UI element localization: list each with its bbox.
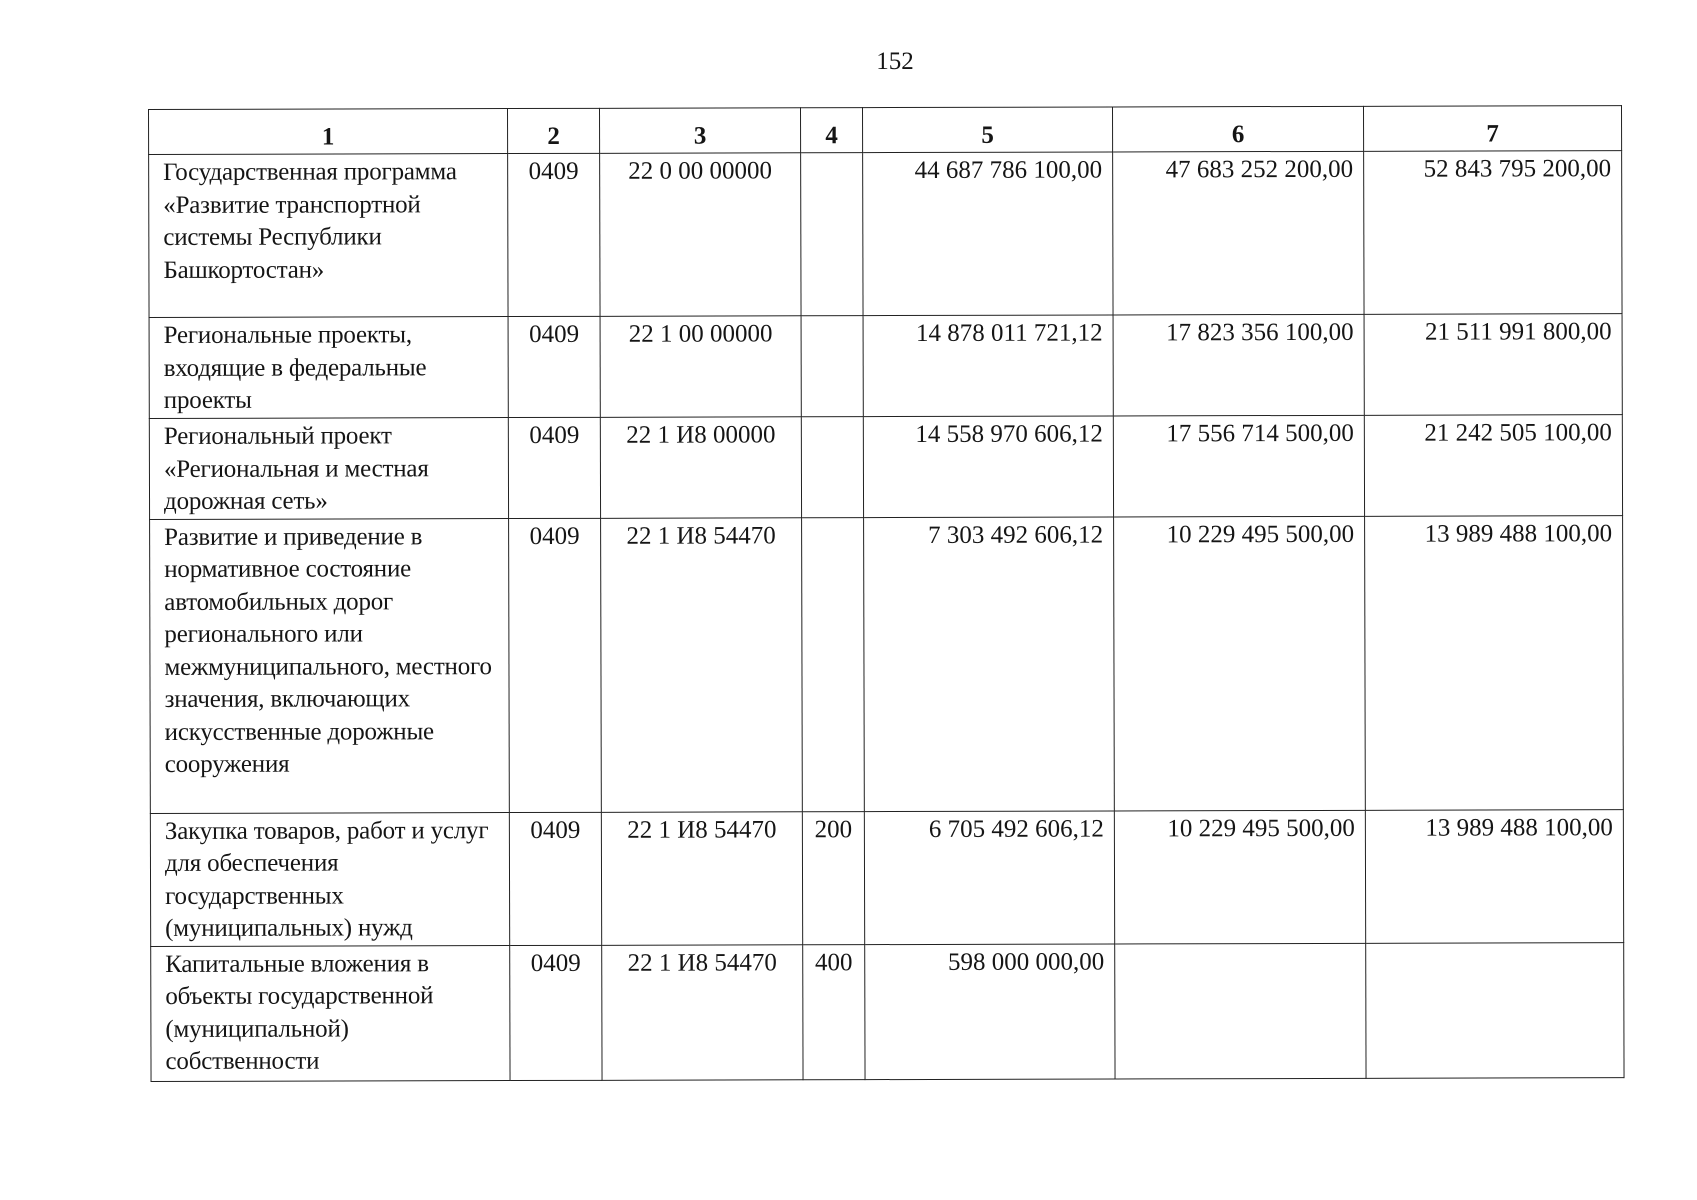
header-col-1: 1 [149,109,508,155]
amount-col-5: 7 303 492 606,12 [864,516,1115,811]
row-name: Государственная программа «Развитие транспортной системы Республики Башкортостан» [149,154,508,318]
amount-col-6: 17 556 714 500,00 [1113,415,1364,516]
expense-type [801,316,863,417]
budget-table [148,105,1625,1081]
table-row [149,314,1622,419]
section-code: 0409 [510,945,602,1080]
target-code: 22 1 И8 00000 [600,417,801,518]
amount-col-5: 14 878 011 721,12 [863,315,1113,417]
section-code: 0409 [508,417,600,518]
amount-col-5: 14 558 970 606,12 [863,416,1113,517]
amount-col-5: 44 687 786 100,00 [863,152,1113,316]
expense-type [802,517,865,811]
header-col-2: 2 [508,108,600,153]
expense-type [801,153,863,316]
target-code: 22 0 00 00000 [600,153,801,317]
amount-col-5: 598 000 000,00 [865,943,1115,1079]
section-code: 0409 [508,316,600,417]
section-code: 0409 [509,518,602,812]
table-row [149,415,1622,519]
amount-col-7: 21 242 505 100,00 [1364,415,1622,516]
header-col-4: 4 [800,108,862,153]
amount-col-7: 13 989 488 100,00 [1365,515,1624,810]
amount-col-6: 10 229 495 500,00 [1114,516,1366,811]
expense-type: 400 [803,944,865,1079]
table-row [149,151,1622,318]
section-code: 0409 [508,153,600,316]
row-name: Региональный проект «Региональная и местная дорожная сеть» [149,418,508,519]
section-code: 0409 [509,812,601,945]
expense-type: 200 [802,811,864,944]
header-row [149,106,1622,155]
header-col-3: 3 [599,108,800,154]
amount-col-6: 17 823 356 100,00 [1113,314,1364,416]
page-number: 152 [876,48,914,75]
target-code: 22 1 И8 54470 [602,944,803,1080]
amount-col-6: 47 683 252 200,00 [1113,151,1364,315]
amount-col-7: 21 511 991 800,00 [1364,314,1622,416]
amount-col-7: 13 989 488 100,00 [1365,809,1623,943]
amount-col-7 [1366,942,1624,1078]
target-code: 22 1 И8 54470 [601,811,802,945]
amount-col-6 [1115,943,1366,1079]
table-row [150,809,1623,946]
amount-col-7: 52 843 795 200,00 [1364,151,1622,315]
table-row [150,515,1624,813]
row-name: Закупка товаров, работ и услуг для обеспечения государственных (муниципальных) нужд [150,812,509,946]
row-name: Капитальные вложения в объекты государственной (муниципальной) собственности [151,945,510,1081]
expense-type [801,417,863,518]
table-row [151,942,1624,1081]
target-code: 22 1 И8 54470 [601,517,803,812]
amount-col-6: 10 229 495 500,00 [1114,810,1365,944]
row-name: Региональные проекты, входящие в федеральные проекты [149,317,508,419]
header-col-5: 5 [862,107,1112,153]
header-col-7: 7 [1363,106,1621,152]
target-code: 22 1 00 00000 [600,316,801,418]
row-name: Развитие и приведение в нормативное состояние автомобильных дорог регионального или межмуниципального, местного значения, включающих искусственные дорожные сооружения [150,518,510,813]
amount-col-5: 6 705 492 606,12 [864,810,1114,944]
header-col-6: 6 [1112,106,1363,152]
